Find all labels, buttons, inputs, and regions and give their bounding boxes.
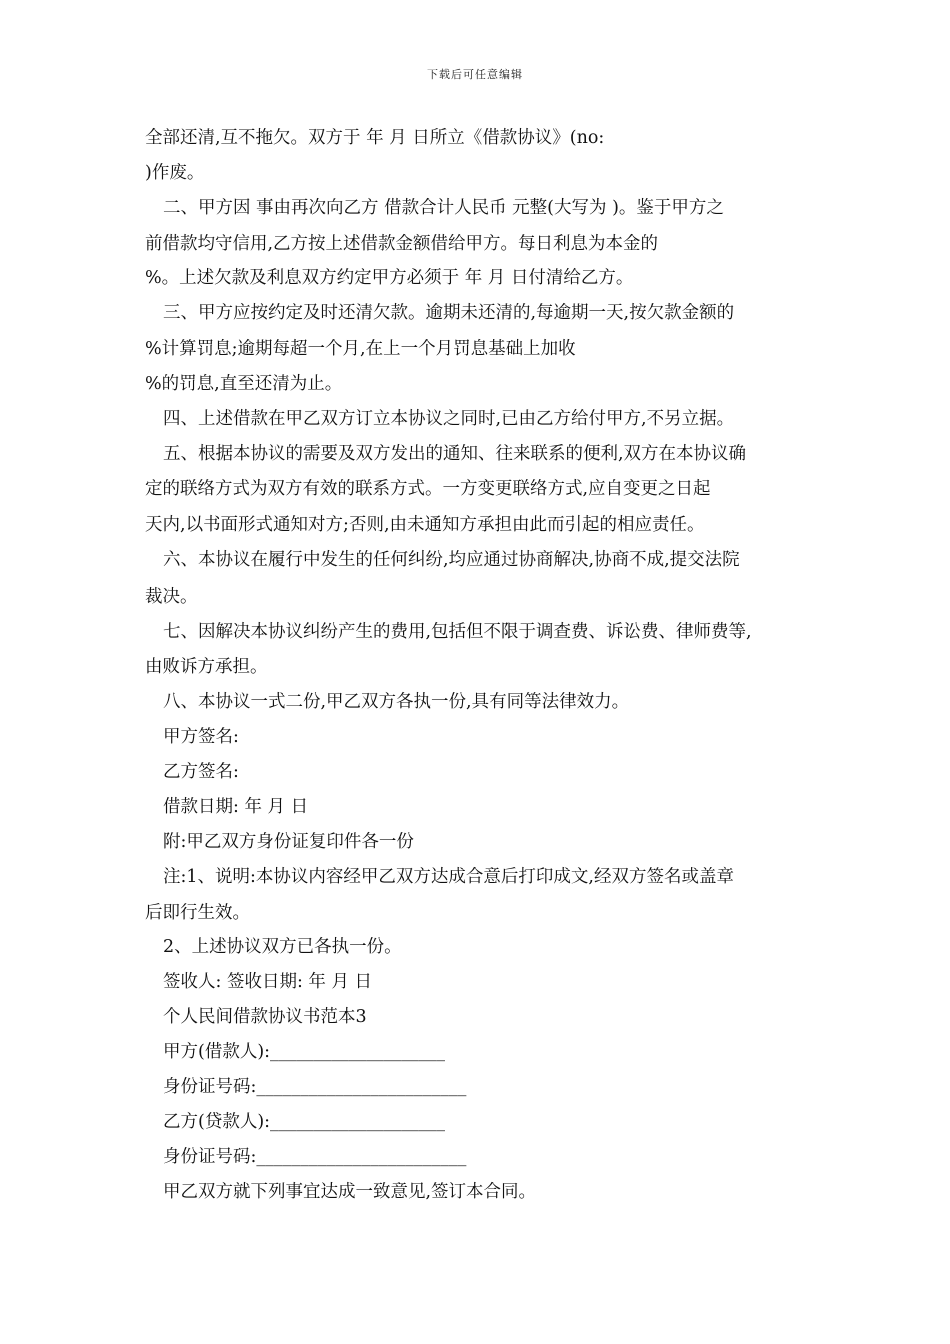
text-line: 七、因解决本协议纠纷产生的费用,包括但不限于调查费、诉讼费、律师费等,: [163, 622, 752, 642]
text-line: 由败诉方承担。: [145, 657, 268, 677]
text-line: 定的联络方式为双方有效的联系方式。一方变更联络方式,应自变更之日起: [145, 479, 711, 499]
text-line: 裁决。: [145, 587, 198, 607]
page-header-caption: 下载后可任意编辑: [427, 68, 523, 81]
lender-field: 乙方(贷款人):____________________: [163, 1112, 446, 1132]
text-line: 八、本协议一式二份,甲乙双方各执一份,具有同等法律效力。: [163, 692, 630, 712]
text-line: %的罚息,直至还清为止。: [145, 374, 343, 394]
text-line: 注:1、说明:本协议内容经甲乙双方达成合意后打印成文,经双方签名或盖章: [163, 867, 734, 887]
borrower-id-field: 身份证号码:________________________: [163, 1077, 467, 1097]
text-line: 四、上述借款在甲乙双方订立本协议之同时,已由乙方给付甲方,不另立据。: [163, 409, 735, 429]
text-line: 后即行生效。: [145, 903, 250, 923]
text-line: )作废。: [145, 163, 205, 183]
signature-line-party-b: 乙方签名:: [163, 762, 239, 782]
text-line: 五、根据本协议的需要及双方发出的通知、往来联系的便利,双方在本协议确: [163, 444, 747, 464]
text-line: %。上述欠款及利息双方约定甲方必须于 年 月 日付清给乙方。: [145, 268, 634, 288]
text-line: 附:甲乙双方身份证复印件各一份: [163, 832, 414, 852]
lender-id-field: 身份证号码:________________________: [163, 1147, 467, 1167]
text-line: 全部还清,互不拖欠。双方于 年 月 日所立《借款协议》(no:: [145, 128, 605, 148]
text-line: 前借款均守信用,乙方按上述借款金额借给甲方。每日利息为本金的: [145, 234, 659, 254]
section-title: 个人民间借款协议书范本3: [163, 1007, 367, 1027]
text-line: 二、甲方因 事由再次向乙方 借款合计人民币 元整(大写为 )。鉴于甲方之: [163, 198, 724, 218]
borrower-field: 甲方(借款人):____________________: [163, 1042, 446, 1062]
text-line: 甲乙双方就下列事宜达成一致意见,签订本合同。: [163, 1182, 537, 1202]
text-line: %计算罚息;逾期每超一个月,在上一个月罚息基础上加收: [145, 339, 576, 359]
loan-date-line: 借款日期: 年 月 日: [163, 797, 309, 817]
text-line: 天内,以书面形式通知对方;否则,由未通知方承担由此而引起的相应责任。: [145, 515, 705, 535]
text-line: 2、上述协议双方已各执一份。: [163, 937, 402, 957]
text-line: 三、甲方应按约定及时还清欠款。逾期未还清的,每逾期一天,按欠款金额的: [163, 303, 735, 323]
receipt-line: 签收人: 签收日期: 年 月 日: [163, 972, 373, 992]
signature-line-party-a: 甲方签名:: [163, 727, 239, 747]
text-line: 六、本协议在履行中发生的任何纠纷,均应通过协商解决,协商不成,提交法院: [163, 550, 740, 570]
